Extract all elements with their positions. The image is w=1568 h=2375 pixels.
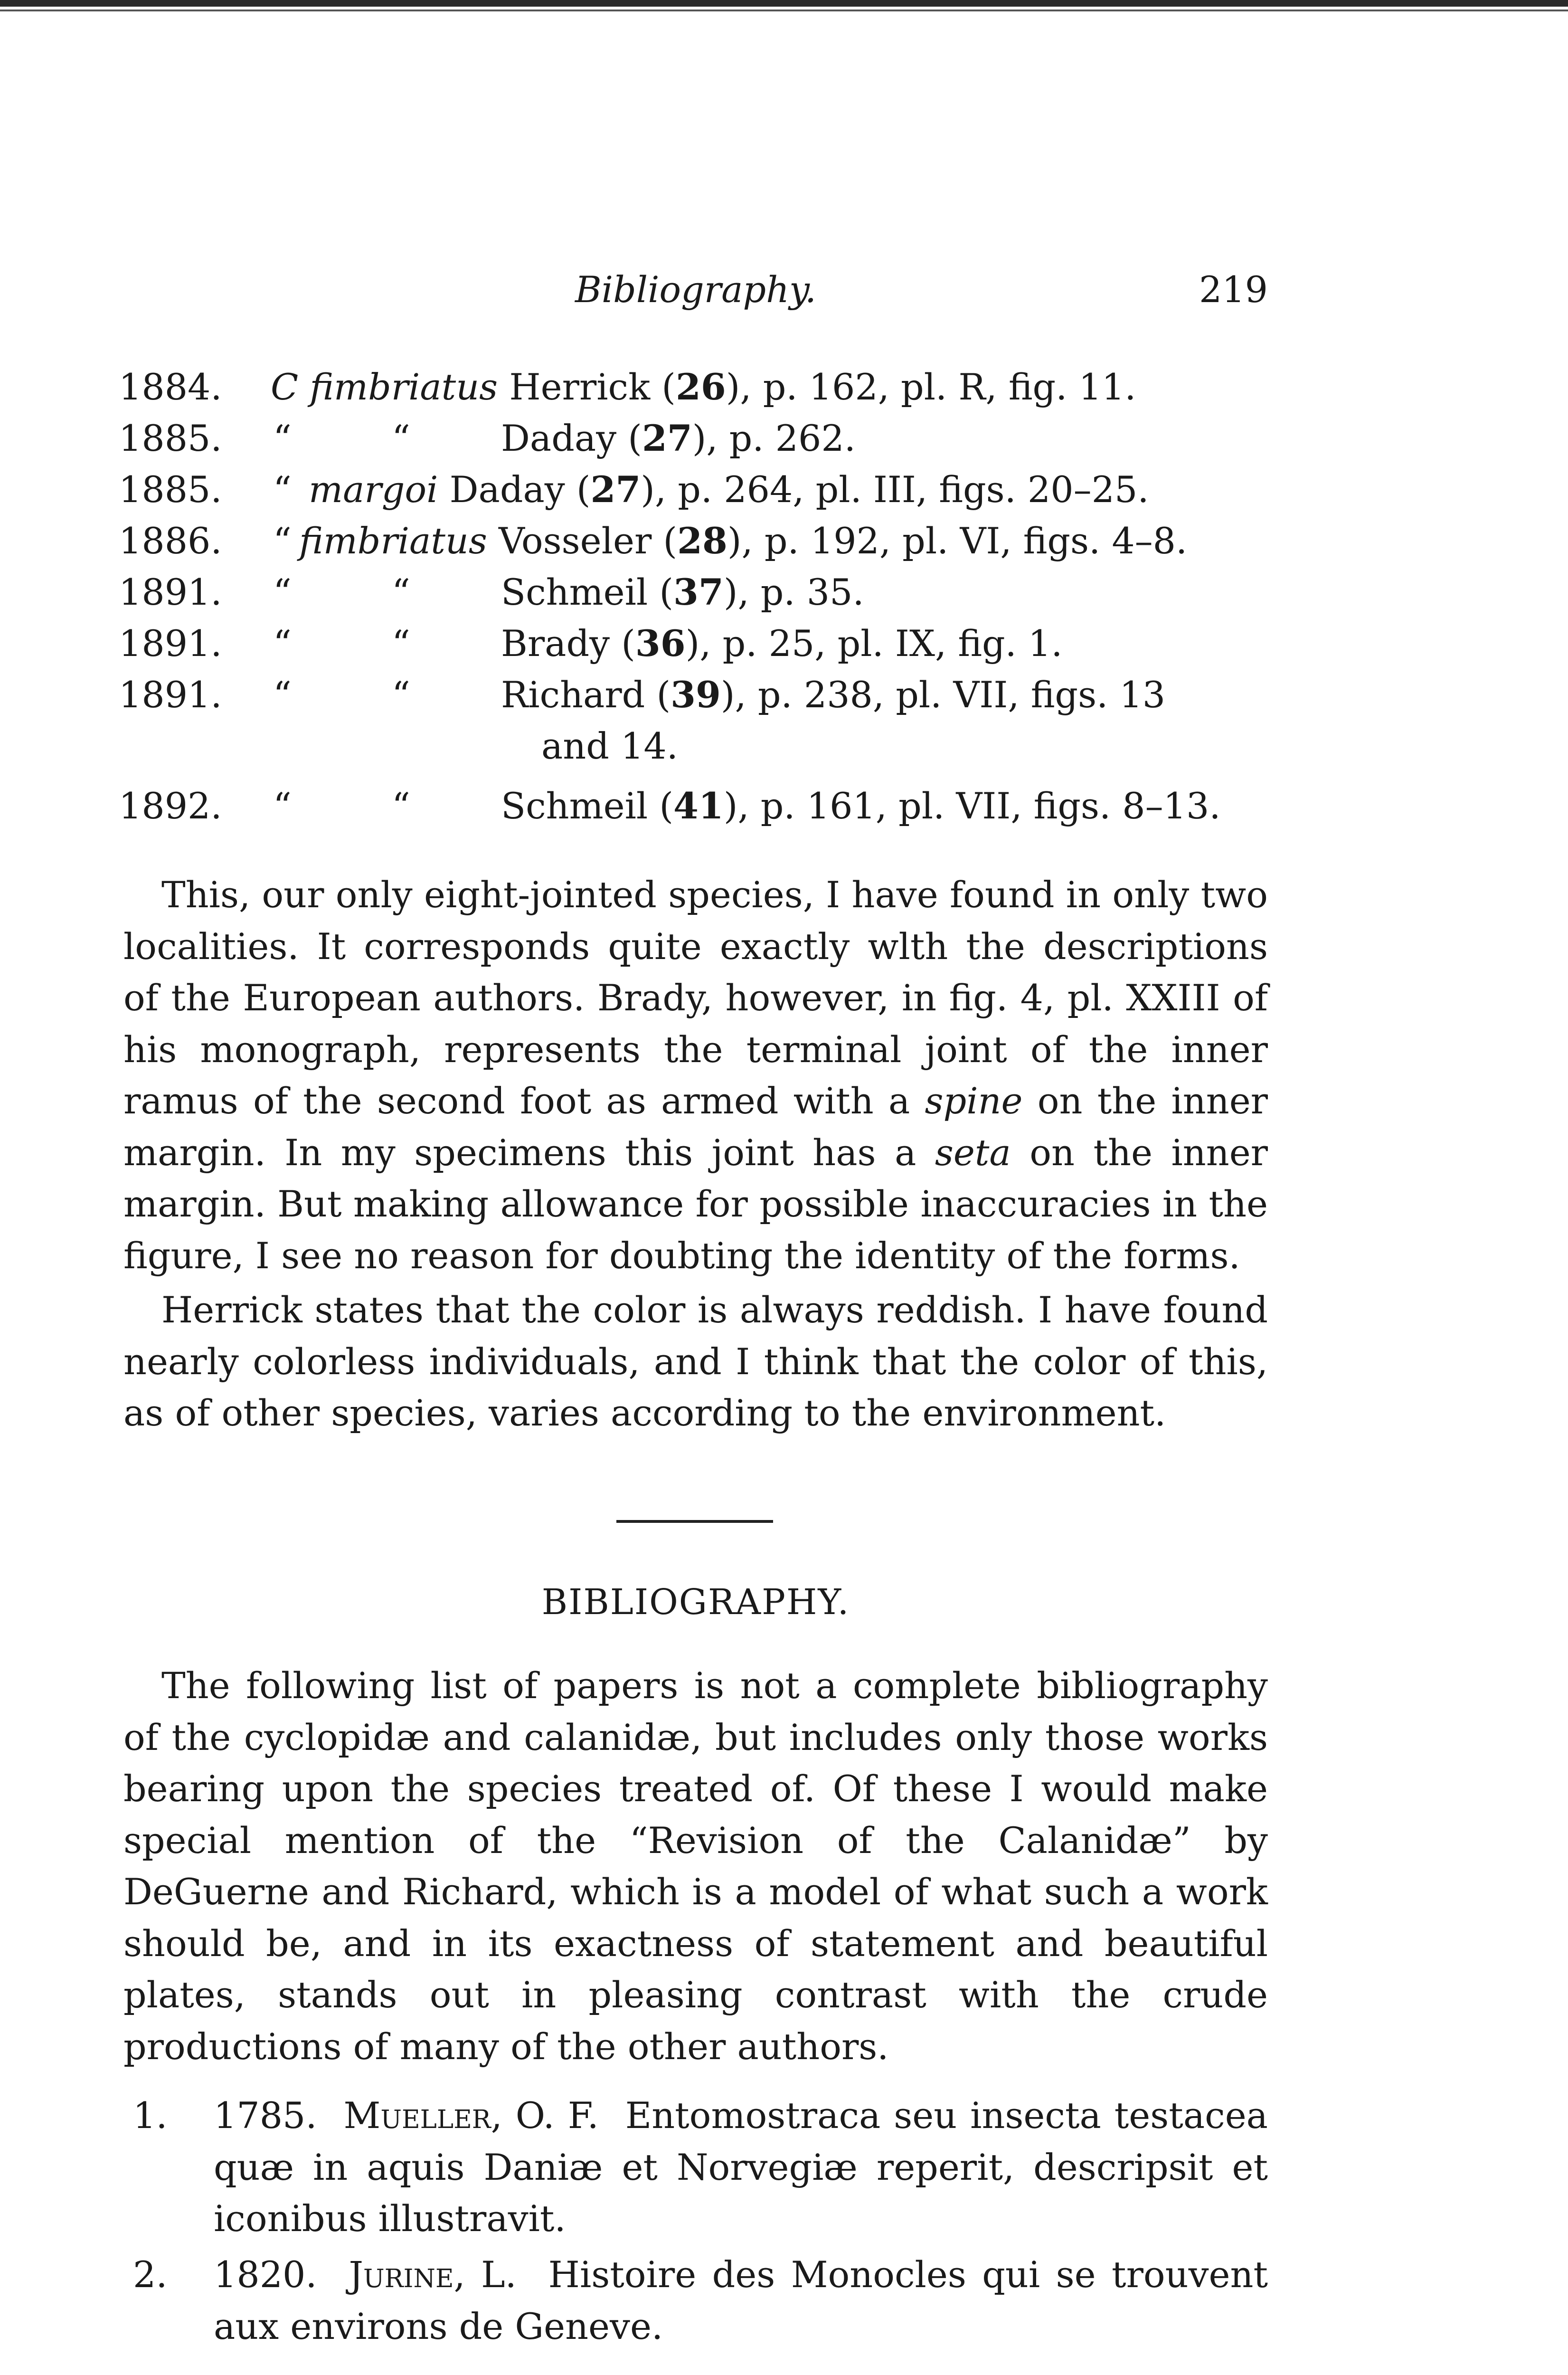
synonymy-year: 1884. — [119, 366, 222, 408]
ditto-mark: “ — [273, 417, 292, 459]
ditto-mark: “ — [392, 622, 410, 665]
synonymy-year: 1886. — [119, 520, 222, 562]
top-border-rule — [0, 0, 1568, 7]
bibliography-entry — [123, 2090, 1268, 2245]
synonymy-entry: Schmeil (41), p. 161, pl. VII, figs. 8–13. — [501, 785, 1221, 827]
synonymy-year: 1891. — [119, 674, 222, 716]
ditto-mark: “ — [392, 571, 410, 613]
synonymy-year: 1885. — [119, 417, 222, 459]
ditto-mark: “ — [273, 520, 292, 562]
ditto-mark: “ — [273, 468, 292, 511]
synonymy-entry-cont: and 14. — [541, 725, 678, 767]
entry-author: Mueller, O. F. — [343, 2094, 599, 2137]
entry-title: Entomostraca seu insecta testacea quæ in aquis Daniæ et Norvegiæ reperit, descripsit et iconibus illustravit. — [214, 2094, 1268, 2240]
body-text — [123, 869, 1268, 1439]
page-number: 219 — [1199, 268, 1268, 311]
synonymy-year: 1891. — [119, 571, 222, 613]
running-title: Bibliography. — [575, 268, 817, 311]
section-title: BIBLIOGRAPHY. — [541, 1582, 850, 1623]
page-header — [123, 268, 1268, 321]
synonymy-entry: Richard (39), p. 238, pl. VII, figs. 13 — [501, 674, 1166, 716]
ditto-mark: “ — [273, 622, 292, 665]
entry-title: Histoire des Monocles qui se trouvent aux environs de Geneve. — [214, 2253, 1268, 2347]
synonymy-entry: Schmeil (37), p. 35. — [501, 571, 864, 613]
ditto-mark: “ — [392, 417, 410, 459]
ditto-mark: “ — [273, 674, 292, 716]
top-border-rule-thin — [0, 10, 1568, 11]
ditto-mark: “ — [392, 674, 410, 716]
entry-body: 1785. Mueller, O. F. Entomostraca seu insecta testacea quæ in aquis Daniæ et Norvegiæ reperit, descripsit et iconibus illustravit. — [214, 2094, 1268, 2240]
paragraph: Herrick states that the color is always reddish. I have found nearly colorless individuals, and I think that the color of this, as of other species, varies according to the environment. — [123, 1289, 1268, 1434]
bibliography-intro — [123, 1660, 1268, 2072]
section-separator — [616, 1520, 773, 1523]
ditto-mark: “ — [392, 785, 410, 827]
entry-number: 2. — [133, 2253, 168, 2296]
ditto-mark: “ — [273, 785, 292, 827]
entry-body: 1820. Jurine, L. Histoire des Monocles qui se trouvent aux environs de Geneve. — [214, 2253, 1268, 2347]
synonymy-entry: Brady (36), p. 25, pl. IX, fig. 1. — [501, 622, 1063, 665]
synonymy-year: 1892. — [119, 785, 222, 827]
synonymy-year: 1885. — [119, 468, 222, 511]
paragraph: This, our only eight-jointed species, I have found in only two localities. It corresponds quite exactly wlth the descriptions of the European authors. Brady, however, in fig. 4, pl. XXIII of his monograph, represents the terminal joint of the inner ramus of the second foot as armed with a spine on the inner margin. In my specimens this joint has a seta on the inner margin. But making allowance for possible inaccuracies in the figure, I see no reason for doubting the identity of the forms. — [123, 874, 1268, 1277]
synonymy-year: 1891. — [119, 622, 222, 665]
paragraph: The following list of papers is not a complete bibliography of the cyclopidæ and calanidæ, but includes only those works bearing upon the species treated of. Of these I would make special mention of the “Revision of the Calanidæ” by DeGuerne and Richard, which is a model of what such a work should be, and in its exactness of statement and beautiful plates, stands out in pleasing contrast with the crude productions of many of the other authors. — [123, 1664, 1268, 2068]
synonymy-entry: C fimbriatus Herrick (26), p. 162, pl. R, fig. 11. — [271, 366, 1136, 408]
bibliography-entry — [123, 2249, 1268, 2352]
synonymy-entry: fimbriatus Vosseler (28), p. 192, pl. VI, figs. 4–8. — [299, 520, 1188, 562]
synonymy-entry: Daday (27), p. 262. — [501, 417, 856, 459]
entry-number: 1. — [133, 2094, 168, 2137]
synonymy-entry: margoi Daday (27), p. 264, pl. III, figs. 20–25. — [309, 468, 1149, 511]
ditto-mark: “ — [273, 571, 292, 613]
entry-author: Jurine, L. — [349, 2253, 517, 2296]
